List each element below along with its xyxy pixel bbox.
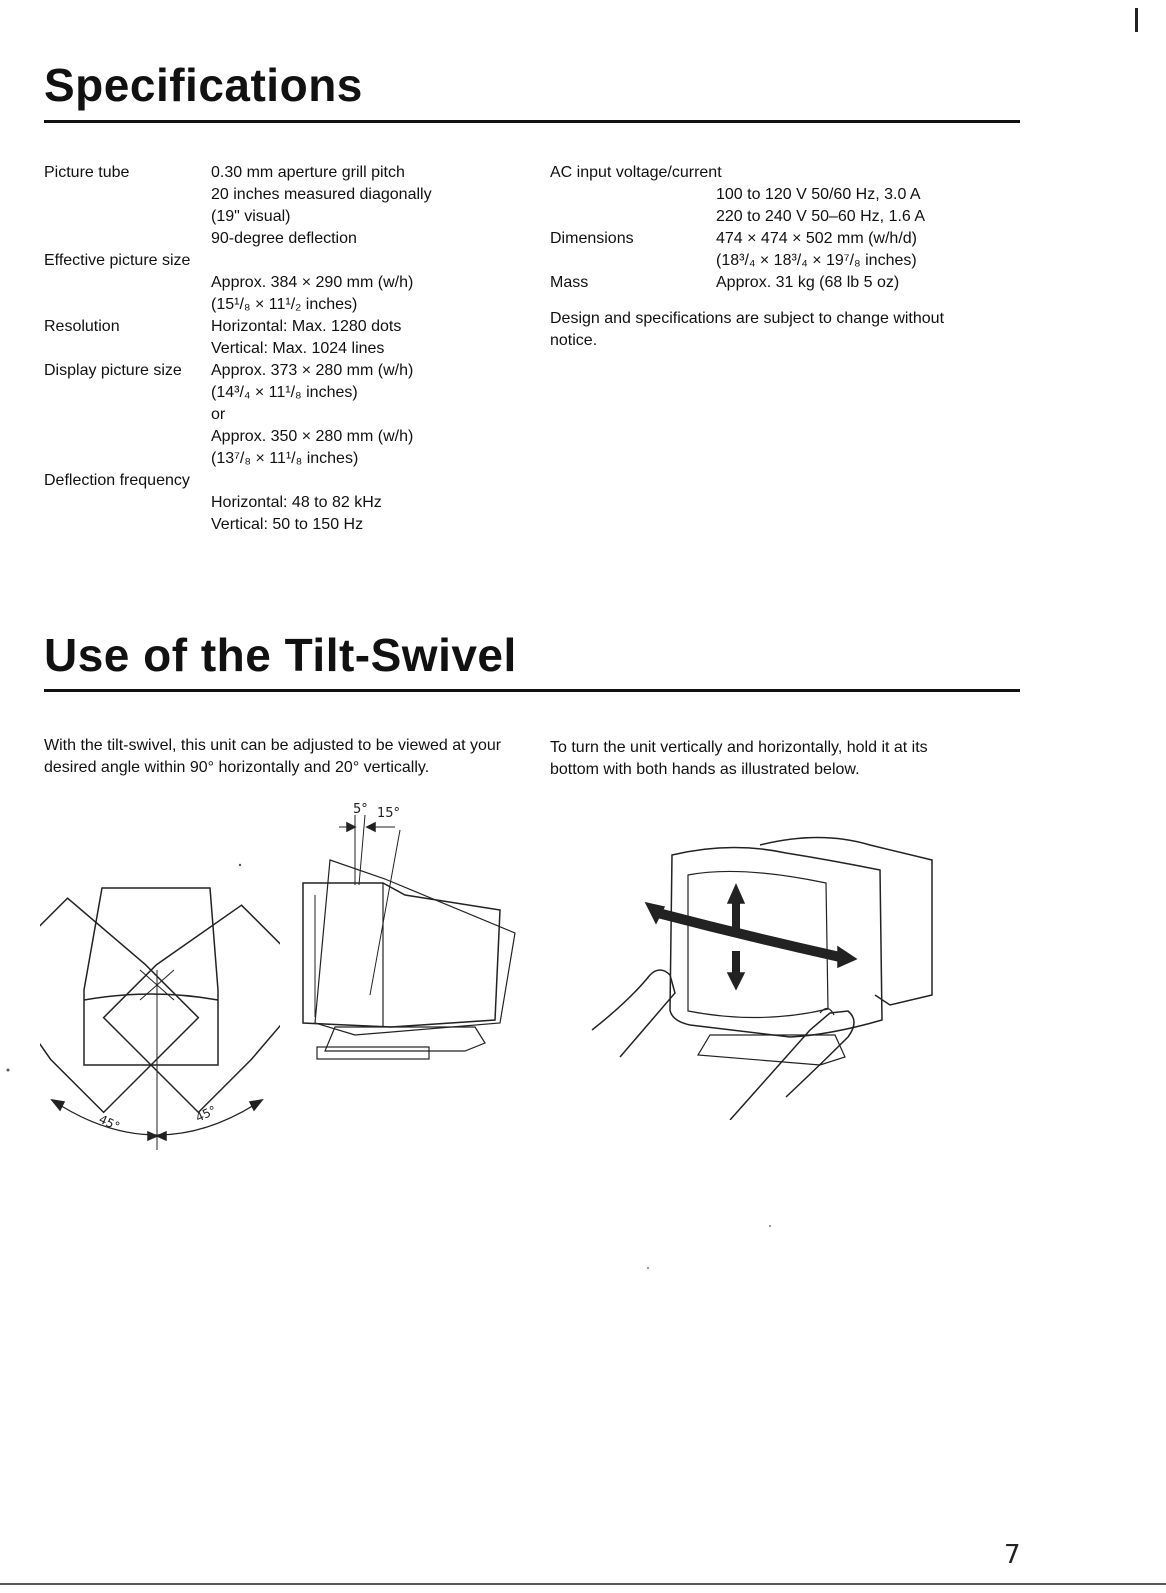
spec-value: 90-degree deflection <box>211 230 357 247</box>
tilt-swivel-heading: Use of the Tilt-Swivel <box>44 629 517 681</box>
tilt-swivel-instructions: To turn the unit vertically and horizontally, hold it at its bottom with both hands as illustrated below. <box>550 739 928 778</box>
spec-label: Effective picture size <box>44 252 191 269</box>
swivel-left-angle-label: 45° <box>96 1112 122 1134</box>
spec-value: Vertical: Max. 1024 lines <box>211 340 385 357</box>
spec-value: Horizontal: 48 to 82 kHz <box>211 494 382 511</box>
spec-value: (15¹/₈ × 11¹/₂ inches) <box>211 296 358 313</box>
swivel-right-angle-label: 45° <box>193 1103 219 1125</box>
spec-value: 100 to 120 V 50/60 Hz, 3.0 A <box>716 186 921 203</box>
tilt-forward-angle-label: 5° <box>353 802 368 817</box>
spec-value: or <box>211 406 226 423</box>
spec-value: (14³/₄ × 11¹/₈ inches) <box>211 384 358 401</box>
spec-value: Vertical: 50 to 150 Hz <box>211 516 364 533</box>
spec-value: Horizontal: Max. 1280 dots <box>211 318 402 335</box>
spec-value: 474 × 474 × 502 mm (w/h/d) <box>716 230 917 247</box>
spec-label: Deflection frequency <box>44 472 190 489</box>
spec-label: AC input voltage/current <box>550 164 722 181</box>
spec-value: (19" visual) <box>211 208 291 225</box>
spec-value: Approx. 350 × 280 mm (w/h) <box>211 428 414 445</box>
spec-value: 20 inches measured diagonally <box>211 186 432 203</box>
spec-value: Approx. 373 × 280 mm (w/h) <box>211 362 414 379</box>
spec-note: Design and specifications are subject to change without notice. <box>550 310 945 349</box>
spec-label: Dimensions <box>550 230 634 247</box>
spec-value: Approx. 31 kg (68 lb 5 oz) <box>716 274 900 291</box>
spec-label: Resolution <box>44 318 120 335</box>
spec-label: Display picture size <box>44 362 182 379</box>
spec-value: (13⁷/₈ × 11¹/₈ inches) <box>211 450 359 467</box>
tilt-swivel-intro: With the tilt-swivel, this unit can be adjusted to be viewed at your desired angle within 90° horizontally and 20° vertically. <box>44 737 502 776</box>
spec-value: 0.30 mm aperture grill pitch <box>211 164 405 181</box>
spec-value: Approx. 384 × 290 mm (w/h) <box>211 274 414 291</box>
spec-value: 220 to 240 V 50–60 Hz, 1.6 A <box>716 208 926 225</box>
specifications-heading: Specifications <box>44 59 363 111</box>
tilt-back-angle-label: 15° <box>377 806 401 821</box>
spec-label: Mass <box>550 274 589 291</box>
page-number: 7 <box>1004 1540 1021 1570</box>
spec-label: Picture tube <box>44 164 130 181</box>
spec-value: (18³/₄ × 18³/₄ × 19⁷/₈ inches) <box>716 252 917 269</box>
